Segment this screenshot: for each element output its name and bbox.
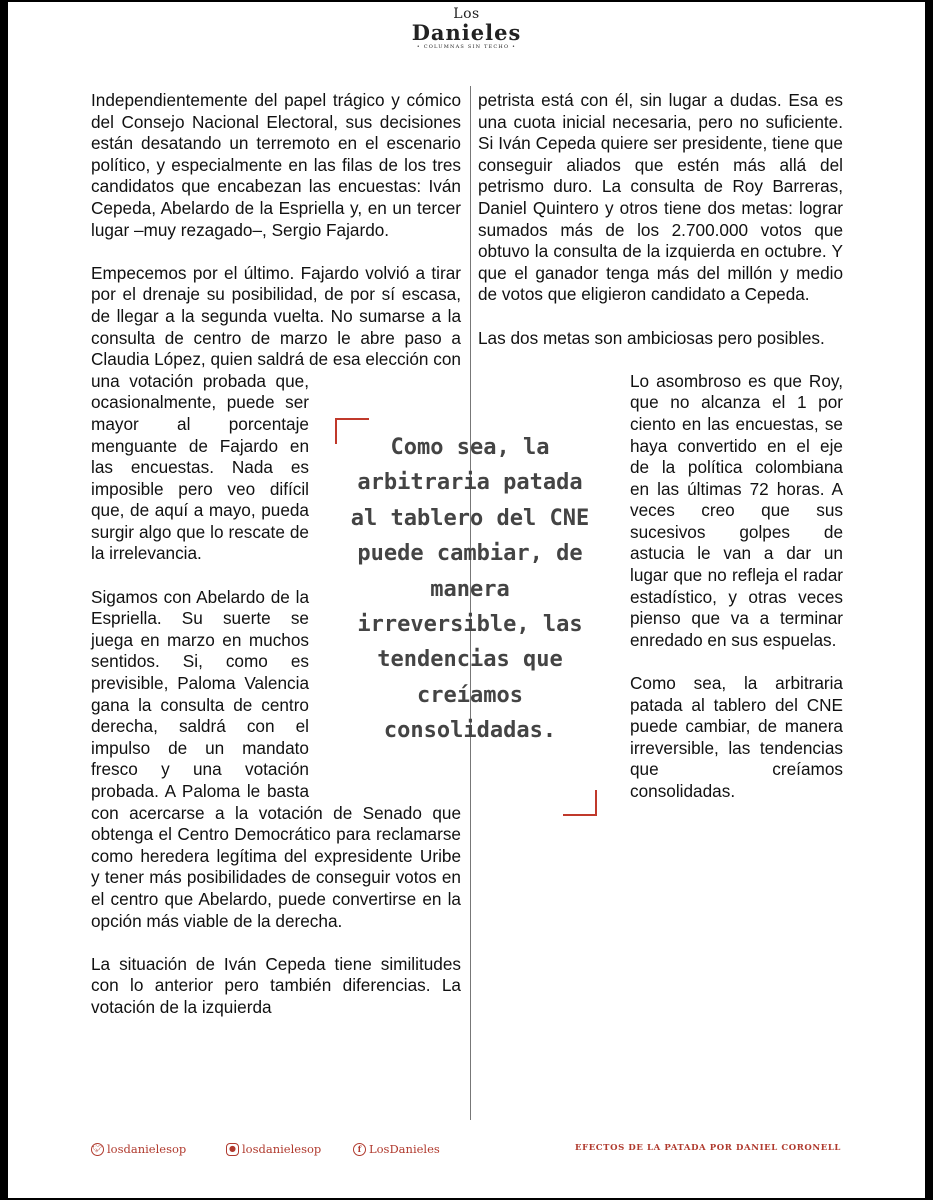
twitter-handle[interactable] (91, 1142, 186, 1156)
twitter-handle-text: losdanielesop (107, 1142, 187, 1156)
instagram-handle-text: losdanielesop (242, 1142, 322, 1156)
pull-quote-text: Como sea, la arbitraria patada al tablero del CNE puede cambiar, de manera irreversible, las tendencias que creíamos consolidadas. (350, 435, 590, 744)
paragraph: Sigamos con Abelardo de la Espriella. Su suerte se juega en marzo en muchos sentidos. Si, como es previsible, Paloma Valencia gana la consulta de centro derecha, saldrá con el impulso de un mandato fresco y una votación probada. A Paloma le basta con acercarse a la votación de Senado que obtenga el Centro Democrático para reclamarse como heredera legítima del expresidente Uribe y tener más posibilidades de conseguir votos en el centro que Abelardo, puede convertirse en la opción más viable de la derecha. (91, 586, 461, 931)
logo-line-danieles: Danieles (411, 20, 522, 45)
paragraph: La situación de Iván Cepeda tiene similitudes con lo anterior pero también diferencias. La votación de la izquierda (91, 953, 461, 1017)
paragraph: Las dos metas son ambiciosas pero posibles. (478, 327, 825, 348)
paragraph: Independientemente del papel trágico y cómico del Consejo Nacional Electoral, sus decisiones están desatando un terremoto en el escenario político, y especialmente en las filas de los tres candidatos que encabezan las encuestas: Iván Cepeda, Abelardo de la Espriella y, en un tercer lugar –muy rezagado–, Sergio Fajardo. (91, 90, 461, 240)
facebook-handle-text: LosDanieles (369, 1142, 440, 1156)
logo-line-los: Los (453, 6, 480, 22)
facebook-handle[interactable] (353, 1142, 440, 1156)
logo-tagline: • COLUMNAS SIN TECHO • (416, 44, 517, 50)
paragraph: Como sea, la arbitraria patada al tablero del CNE puede cambiar, de manera irreversible, las tendencias que creíamos consolidadas. (630, 673, 843, 801)
paragraph: petrista está con él, sin lugar a dudas. Esa es una cuota inicial necesaria, pero no suficiente. Si Iván Cepeda quiere ser presidente, tiene que conseguir aliados que estén más allá del petrismo duro. La consulta de Roy Barreras, Daniel Quintero y otros tiene dos metas: lograr sumados más de los 2.700.000 votos que obtuvo la consulta de la izquierda en octubre. Y que el ganador tenga más del millón y medio de votos que eligieron candidato a Cepeda. (478, 90, 843, 305)
pull-quote-corner-bottom-right (563, 790, 597, 816)
paragraph: Empecemos por el último. Fajardo volvió a tirar por el drenaje su posibilidad, de por sí escasa, de llegar a la segunda vuelta. No sumarse a la consulta de centro de marzo le abre paso a Claudia López, quien saldrá de esa elección con una votación probada que, ocasionalmente, puede ser mayor al porcentaje menguante de Fajardo en las encuestas. Nada es imposible pero veo difícil que, de aquí a mayo, pueda surgir algo que lo rescate de la irrelevancia. (91, 262, 461, 564)
paragraph: Lo asombroso es que Roy, que no alcanza el 1 por ciento en las encuestas, se haya convertido en el eje de la política colombiana en las últimas 72 horas. A veces creo que sus sucesivos golpes de astucia le van a dar un lugar que no refleja el radar estadístico, y otras veces pienso que va a terminar enredado en sus espuelas. (630, 370, 843, 650)
footer (8, 1142, 925, 1162)
twitter-icon: 🐦︎ (91, 1143, 104, 1156)
masthead-logo (8, 6, 925, 51)
article-page (8, 2, 925, 1198)
instagram-handle[interactable] (226, 1142, 321, 1156)
article-credit: EFECTOS DE LA PATADA POR DANIEL CORONELL (575, 1143, 841, 1153)
pull-quote (335, 418, 597, 816)
facebook-icon: f (353, 1143, 366, 1156)
instagram-icon: ● (226, 1143, 239, 1156)
